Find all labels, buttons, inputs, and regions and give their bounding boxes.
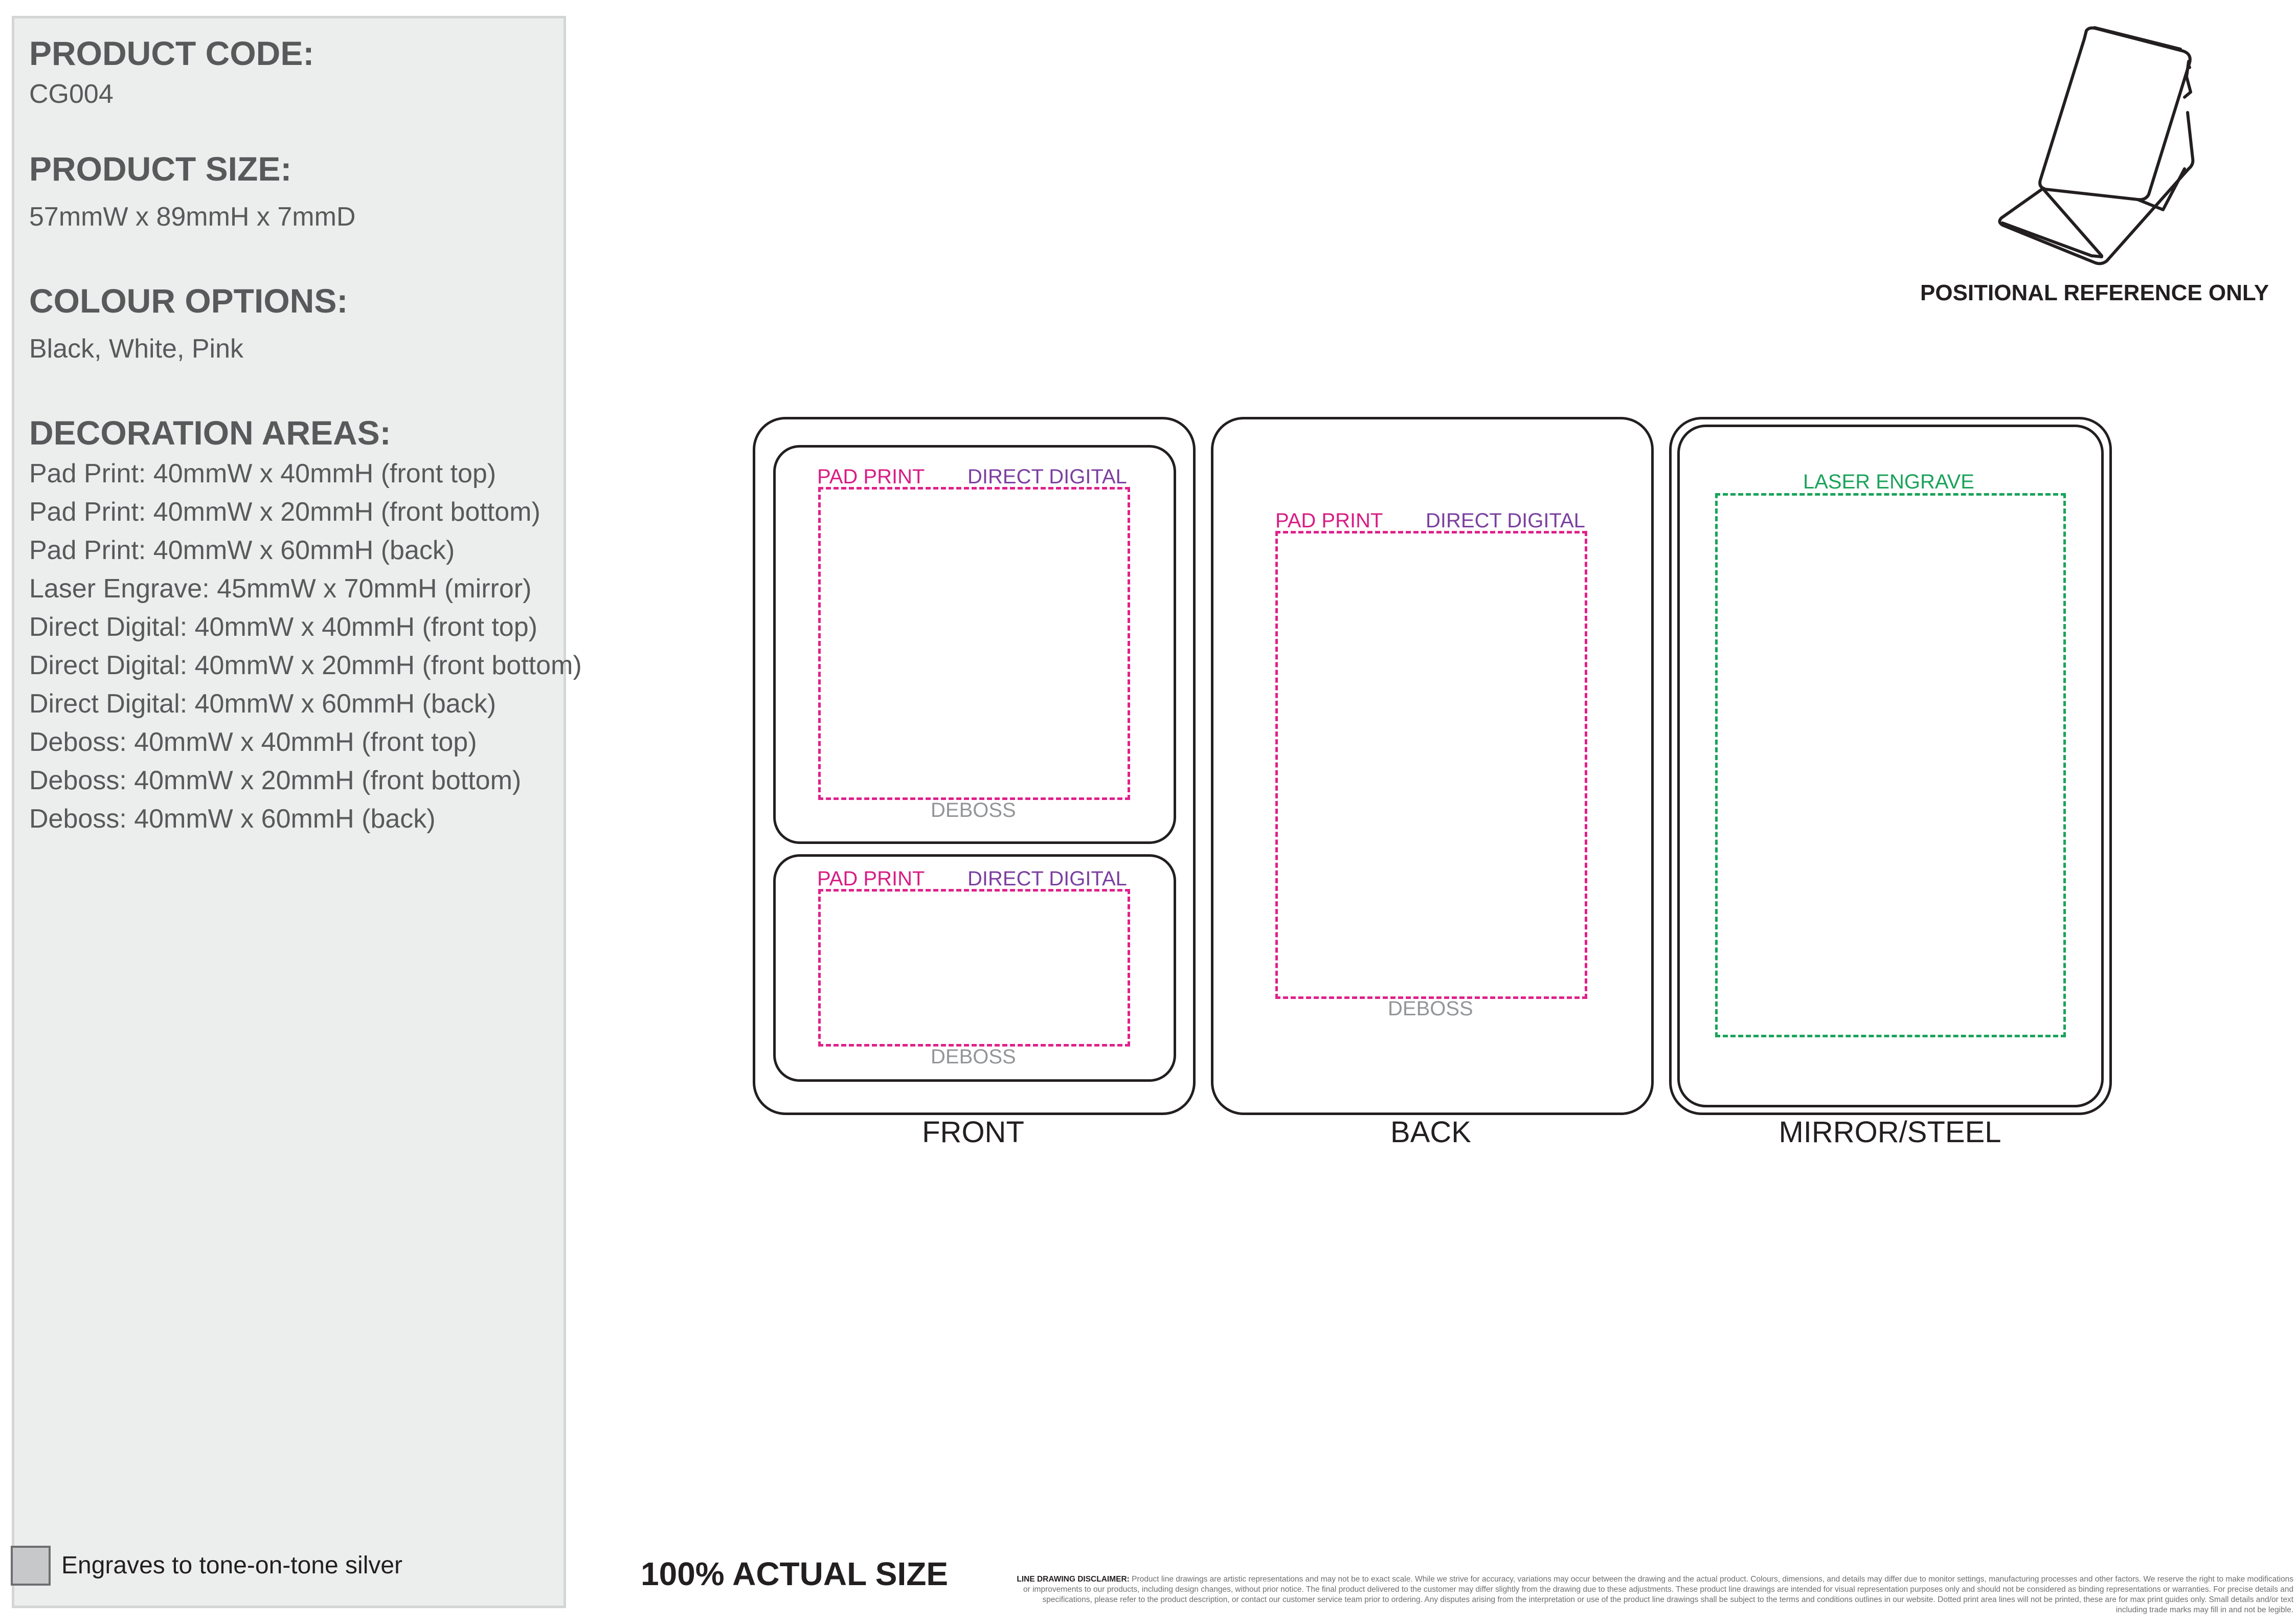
mirror-view-label: MIRROR/STEEL	[1779, 1116, 2001, 1149]
back-direct-digital-label: DIRECT DIGITAL	[1426, 509, 1585, 532]
product-code-heading: PRODUCT CODE:	[29, 34, 314, 72]
product-code-value: CG004	[29, 79, 114, 109]
actual-size-label: 100% ACTUAL SIZE	[641, 1555, 949, 1592]
mirror-laser-area	[1715, 493, 2066, 1037]
decoration-area-item: Deboss: 40mmW x 20mmH (front bottom)	[29, 766, 522, 795]
legend-swatch	[11, 1546, 51, 1586]
decoration-area-item: Pad Print: 40mmW x 40mmH (front top)	[29, 459, 497, 488]
product-stand-illustration	[1994, 20, 2199, 276]
product-info-panel	[12, 16, 582, 1608]
front-top-print-area	[818, 487, 1130, 800]
back-deboss-label: DEBOSS	[1388, 997, 1473, 1020]
line-drawing-disclaimer	[1010, 1574, 2293, 1615]
legend-text: Engraves to tone-on-tone silver	[61, 1552, 403, 1579]
product-size-heading: PRODUCT SIZE:	[29, 150, 292, 188]
decoration-area-item: Laser Engrave: 45mmW x 70mmH (mirror)	[29, 574, 532, 604]
disclaimer-title: LINE DRAWING DISCLAIMER:	[1017, 1575, 1130, 1584]
back-print-area	[1275, 531, 1587, 999]
front-bottom-deboss-label: DEBOSS	[931, 1045, 1016, 1068]
mirror-laser-engrave-label: LASER ENGRAVE	[1803, 471, 1974, 493]
back-view-label: BACK	[1390, 1116, 1471, 1149]
decoration-area-item: Pad Print: 40mmW x 60mmH (back)	[29, 536, 455, 565]
front-view-label: FRONT	[922, 1116, 1024, 1149]
front-bottom-print-area	[818, 889, 1130, 1047]
decoration-areas-heading: DECORATION AREAS:	[29, 414, 391, 452]
decoration-area-item: Deboss: 40mmW x 60mmH (back)	[29, 804, 436, 834]
back-pad-print-label: PAD PRINT	[1275, 509, 1383, 532]
front-top-direct-digital-label: DIRECT DIGITAL	[967, 465, 1127, 488]
decoration-area-item: Pad Print: 40mmW x 20mmH (front bottom)	[29, 497, 541, 527]
front-bottom-pad-print-label: PAD PRINT	[817, 867, 925, 890]
decoration-area-item: Direct Digital: 40mmW x 40mmH (front top)	[29, 612, 537, 642]
decoration-area-item: Deboss: 40mmW x 40mmH (front top)	[29, 727, 477, 757]
front-top-deboss-label: DEBOSS	[931, 799, 1016, 821]
front-top-pad-print-label: PAD PRINT	[817, 465, 925, 488]
product-size-value: 57mmW x 89mmH x 7mmD	[29, 202, 356, 232]
front-bottom-direct-digital-label: DIRECT DIGITAL	[967, 867, 1127, 890]
colour-options-heading: COLOUR OPTIONS:	[29, 282, 348, 320]
positional-reference-label: POSITIONAL REFERENCE ONLY	[1920, 280, 2269, 305]
decoration-area-item: Direct Digital: 40mmW x 20mmH (front bottom)	[29, 651, 582, 680]
disclaimer-text: Product line drawings are artistic representations and may not be to exact scale. While we strive for accuracy, variations may occur between the drawing and the actual product. Colours, dimensions, and details may differ due to monitor settings, manufacturing processes and other factors. We reserve the right to make modifications or improvements to our products, including design changes, without prior notice. The final product delivered to the customer may differ slightly from the drawing due to these adjustments. These product line drawings are intended for visual representation purposes only and should not be considered as binding representations or warranties. For precise details and specifications, please refer to the product description, or contact our customer service team prior to ordering. Any disputes arising from the interpretation or use of the product line drawings shall be subject to the terms and conditions outlines in our website. Dotted print area lines will not be printed, these are for max print guides only. Small details and/or text including trade marks may fill in and not be legible.	[1023, 1575, 2293, 1614]
colour-options-value: Black, White, Pink	[29, 334, 244, 364]
decoration-area-item: Direct Digital: 40mmW x 60mmH (back)	[29, 689, 497, 719]
